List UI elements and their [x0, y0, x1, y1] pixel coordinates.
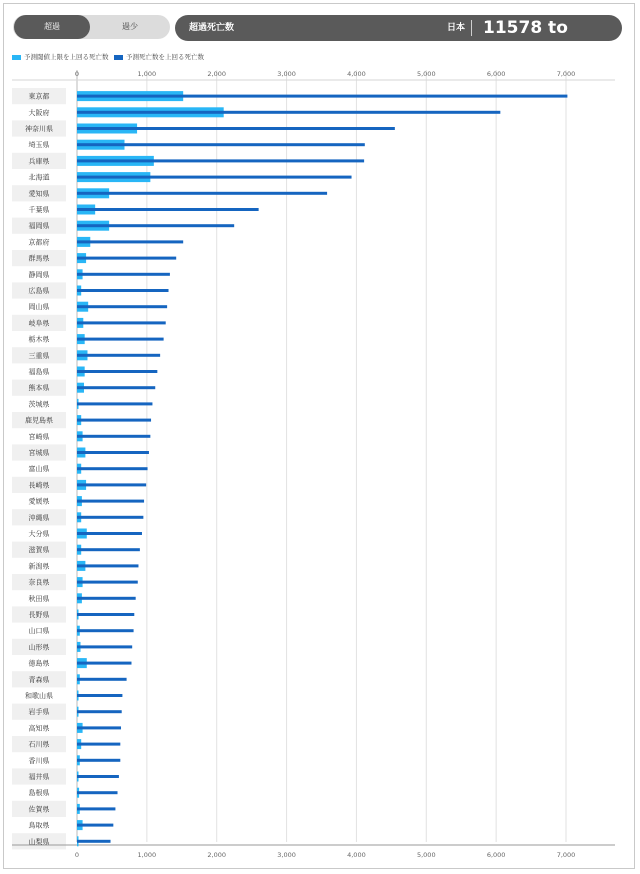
- category-label: 山梨県: [28, 837, 50, 846]
- bar-predicted-excess[interactable]: [77, 710, 122, 713]
- bar-predicted-excess[interactable]: [77, 435, 150, 438]
- bar-predicted-excess[interactable]: [77, 840, 111, 843]
- category-label: 京都府: [28, 238, 50, 247]
- category-label: 福島県: [28, 368, 50, 376]
- category-label: 福岡県: [28, 222, 50, 231]
- category-label: 山口県: [28, 627, 50, 636]
- bar-predicted-excess[interactable]: [77, 629, 134, 632]
- chart-title: 超過死亡数: [189, 23, 235, 33]
- category-label: 鹿児島県: [25, 416, 53, 425]
- bar-predicted-excess[interactable]: [77, 402, 152, 405]
- category-label: 島根県: [28, 789, 50, 798]
- bar-predicted-excess[interactable]: [77, 451, 149, 454]
- category-label: 長野県: [28, 611, 50, 619]
- category-label: 熊本県: [28, 384, 50, 393]
- country-label: 日本: [447, 23, 466, 33]
- top-tick-label: 3,000: [277, 70, 296, 78]
- bar-predicted-excess[interactable]: [77, 354, 160, 357]
- bar-predicted-excess[interactable]: [77, 370, 157, 373]
- category-label: 三重県: [28, 351, 50, 360]
- bottom-tick-label: 2,000: [207, 851, 227, 859]
- bar-predicted-excess[interactable]: [77, 95, 567, 98]
- bar-predicted-excess[interactable]: [77, 824, 113, 827]
- top-tick-label: 6,000: [486, 70, 506, 78]
- bar-predicted-excess[interactable]: [77, 564, 138, 567]
- bar-predicted-excess[interactable]: [77, 548, 140, 551]
- category-label: 長崎県: [28, 481, 50, 490]
- category-label: 栃木県: [28, 335, 50, 344]
- bar-predicted-excess[interactable]: [77, 386, 155, 389]
- category-label: 静岡県: [28, 270, 50, 279]
- bar-predicted-excess[interactable]: [77, 305, 167, 308]
- bar-predicted-excess[interactable]: [77, 176, 352, 179]
- category-label: 岐阜県: [28, 319, 50, 328]
- toggle-deficit-option[interactable]: 過少: [122, 22, 138, 31]
- bottom-tick-label: 1,000: [137, 851, 157, 859]
- category-label: 愛媛県: [28, 497, 50, 506]
- category-label: 宮崎県: [28, 432, 50, 441]
- category-label: 茨城県: [28, 400, 50, 409]
- bar-predicted-excess[interactable]: [77, 743, 120, 746]
- bar-predicted-excess[interactable]: [77, 257, 176, 260]
- bar-predicted-excess[interactable]: [77, 581, 138, 584]
- bottom-tick-label: 7,000: [556, 851, 576, 859]
- bar-predicted-excess[interactable]: [77, 645, 132, 648]
- category-label: 富山県: [28, 465, 50, 474]
- category-label: 鳥取県: [28, 821, 50, 830]
- bar-predicted-excess[interactable]: [77, 597, 136, 600]
- bar-predicted-excess[interactable]: [77, 127, 395, 130]
- range-value: 11578 to 73054: [483, 18, 568, 64]
- bar-predicted-excess[interactable]: [77, 807, 115, 810]
- legend-label-threshold: 予測閾値上限を上回る死亡数: [24, 53, 109, 61]
- bar-predicted-excess[interactable]: [77, 726, 121, 729]
- bar-predicted-excess[interactable]: [77, 208, 259, 211]
- top-tick-label: 2,000: [207, 70, 227, 78]
- bar-predicted-excess[interactable]: [77, 240, 183, 243]
- legend-label-predicted: 予測死亡数を上回る死亡数: [126, 53, 204, 61]
- category-label: 東京都: [28, 92, 50, 101]
- bar-predicted-excess[interactable]: [77, 532, 142, 535]
- category-label: 千葉県: [28, 206, 50, 214]
- top-tick-label: 0: [74, 70, 80, 78]
- bar-predicted-excess[interactable]: [77, 759, 120, 762]
- category-label: 大分県: [28, 530, 50, 538]
- toggle-excess-option[interactable]: 超過: [14, 15, 90, 39]
- category-label: 大阪府: [28, 108, 50, 117]
- bottom-tick-label: 6,000: [486, 851, 506, 859]
- bottom-tick-label: 3,000: [277, 851, 296, 859]
- bottom-tick-label: 5,000: [416, 851, 436, 859]
- category-label: 群馬県: [28, 254, 50, 263]
- category-label: 宮城県: [28, 449, 50, 457]
- bar-predicted-excess[interactable]: [77, 159, 364, 162]
- category-label: 徳島県: [28, 659, 50, 668]
- bar-predicted-excess[interactable]: [77, 483, 146, 486]
- bar-predicted-excess[interactable]: [77, 111, 500, 114]
- category-label: 山形県: [28, 643, 50, 652]
- bottom-tick-label: 0: [74, 851, 80, 859]
- bar-predicted-excess[interactable]: [77, 662, 131, 665]
- category-label: 滋賀県: [28, 546, 50, 555]
- bar-predicted-excess[interactable]: [77, 791, 118, 794]
- bar-predicted-excess[interactable]: [77, 192, 327, 195]
- category-label: 和歌山県: [25, 692, 53, 700]
- bottom-tick-label: 4,000: [347, 851, 366, 859]
- category-label: 埼玉県: [28, 141, 50, 150]
- top-tick-label: 1,000: [137, 70, 157, 78]
- category-label: 秋田県: [28, 594, 50, 603]
- category-label: 岩手県: [28, 708, 50, 717]
- category-label: 新潟県: [28, 562, 50, 571]
- bar-predicted-excess[interactable]: [77, 224, 234, 227]
- bar-predicted-excess[interactable]: [77, 775, 119, 778]
- top-tick-label: 5,000: [416, 70, 436, 78]
- bar-predicted-excess[interactable]: [77, 338, 164, 341]
- bar-predicted-excess[interactable]: [77, 289, 169, 292]
- category-label: 神奈川県: [25, 125, 53, 133]
- category-label: 佐賀県: [28, 805, 50, 814]
- category-label: 青森県: [28, 675, 50, 684]
- top-tick-label: 7,000: [556, 70, 576, 78]
- category-label: 高知県: [28, 724, 50, 733]
- bar-predicted-excess[interactable]: [77, 419, 151, 422]
- bar-predicted-excess[interactable]: [77, 500, 144, 503]
- category-label: 兵庫県: [28, 157, 50, 166]
- bar-predicted-excess[interactable]: [77, 678, 127, 681]
- bar-predicted-excess[interactable]: [77, 321, 166, 324]
- category-label: 石川県: [28, 740, 50, 749]
- category-label: 岡山県: [28, 303, 50, 312]
- category-label: 奈良県: [28, 578, 50, 587]
- category-label: 沖縄県: [28, 513, 50, 522]
- category-label: 北海道: [28, 173, 50, 182]
- top-tick-label: 4,000: [347, 70, 366, 78]
- bar-predicted-excess[interactable]: [77, 467, 148, 470]
- category-label: 福井県: [28, 773, 50, 781]
- category-label: 香川県: [28, 756, 50, 765]
- bar-predicted-excess[interactable]: [77, 143, 365, 146]
- bar-predicted-excess[interactable]: [77, 516, 143, 519]
- category-label: 愛知県: [28, 189, 50, 198]
- bar-predicted-excess[interactable]: [77, 694, 122, 697]
- bar-predicted-excess[interactable]: [77, 613, 134, 616]
- bar-predicted-excess[interactable]: [77, 273, 170, 276]
- category-label: 広島県: [28, 287, 50, 295]
